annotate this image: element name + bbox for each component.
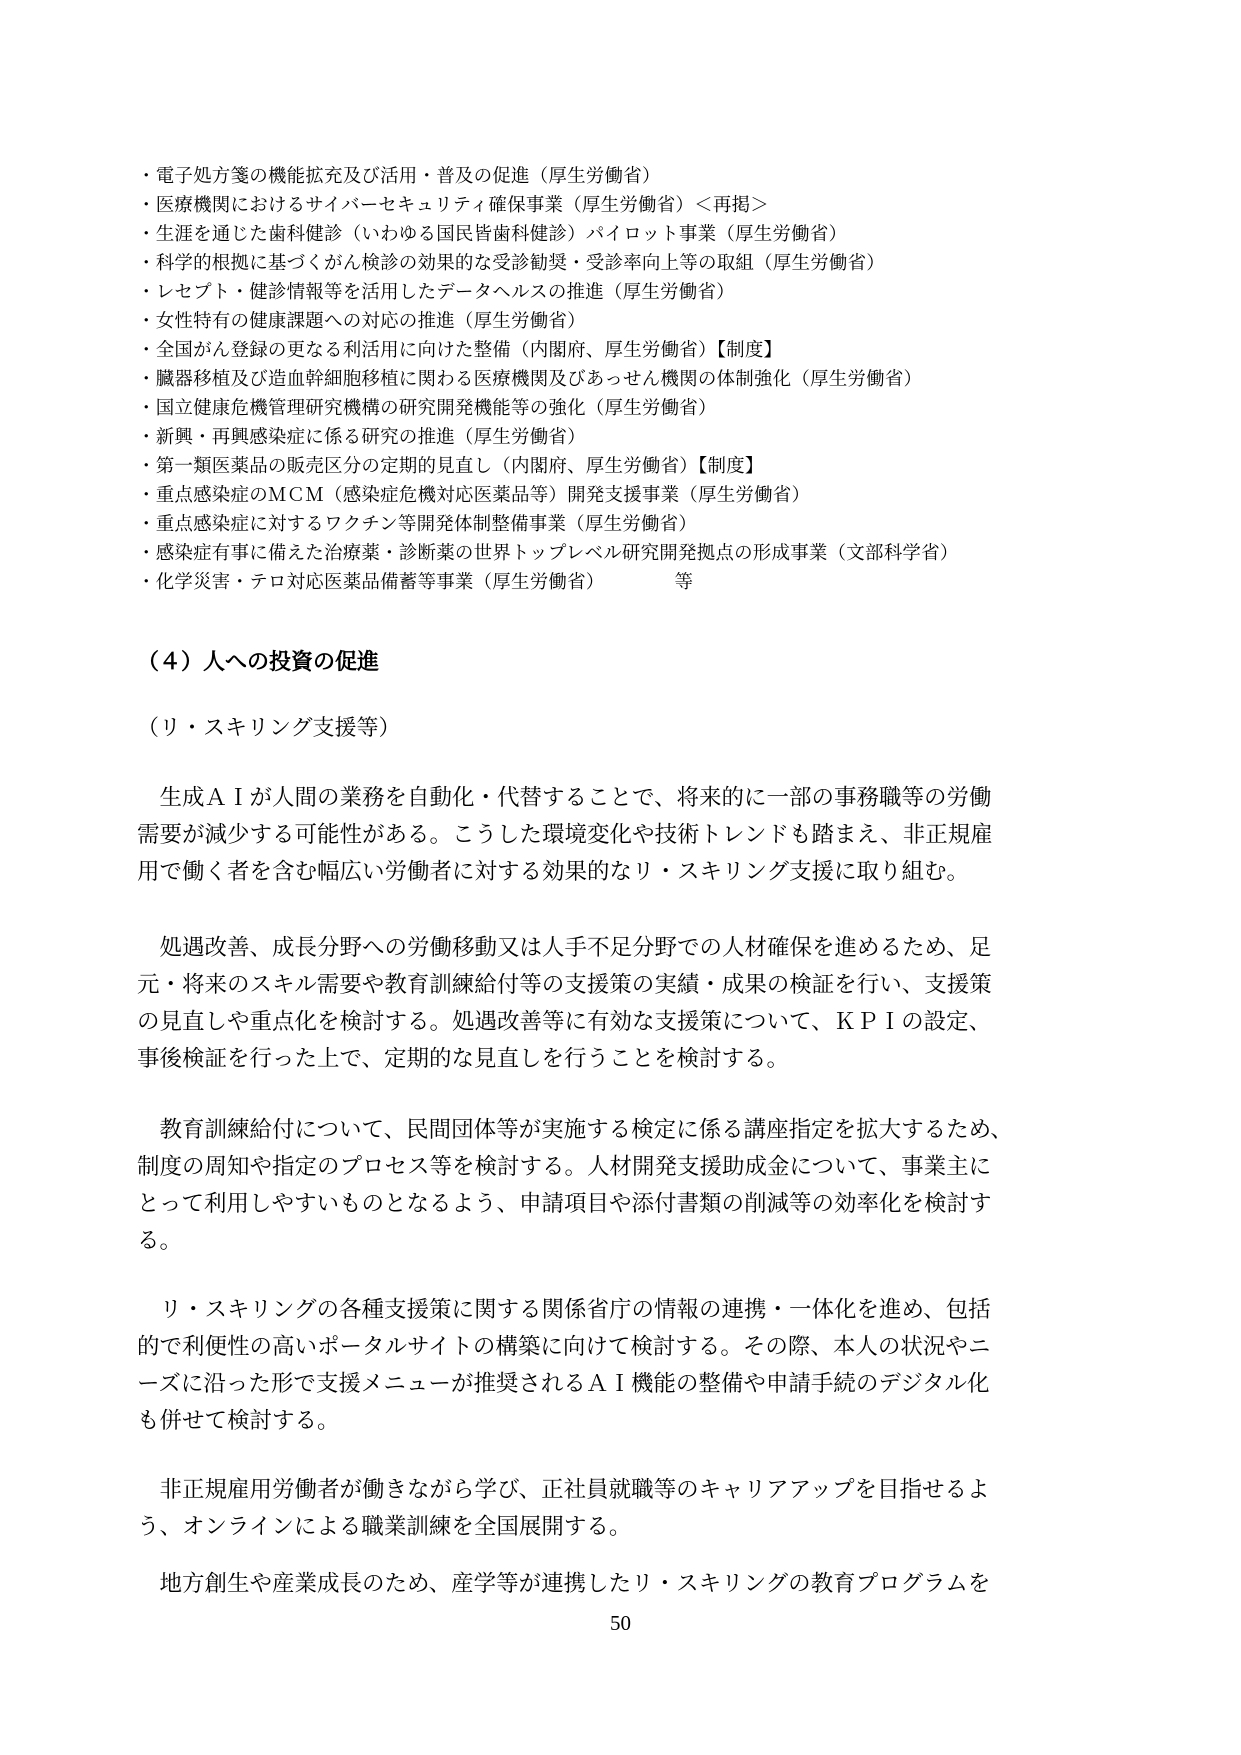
paragraph-line: 制度の周知や指定のプロセス等を検討する。人材開発支援助成金について、事業主に — [137, 1154, 992, 1180]
subsection-heading: （リ・スキリング支援等） — [137, 716, 401, 741]
paragraph-line: 生成ＡＩが人間の業務を自動化・代替することで、将来的に一部の事務職等の労働 — [137, 785, 992, 811]
bullet-item: ・重点感染症に対するワクチン等開発体制整備事業（厚生労働省） — [137, 514, 698, 535]
paragraph-line: ーズに沿った形で支援メニューが推奨されるＡＩ機能の整備や申請手続のデジタル化 — [137, 1371, 990, 1397]
bullet-item: ・女性特有の健康課題への対応の推進（厚生労働省） — [137, 311, 586, 332]
paragraph-line: 元・将来のスキル需要や教育訓練給付等の支援策の実績・成果の検証を行い、支援策 — [137, 972, 992, 998]
paragraph-line: 非正規雇用労働者が働きながら学び、正社員就職等のキャリアアップを目指せるよ — [137, 1477, 990, 1503]
body-paragraph — [137, 1292, 1112, 1440]
page-number: 50 — [610, 1611, 631, 1635]
bullet-item: ・医療機関におけるサイバーセキュリティ確保事業（厚生労働省）＜再掲＞ — [137, 195, 769, 216]
paragraph-line: 的で利便性の高いポータルサイトの構築に向けて検討する。その際、本人の状況やニ — [137, 1334, 991, 1360]
paragraph-line: 用で働く者を含む幅広い労働者に対する効果的なリ・スキリング支援に取り組む。 — [137, 859, 970, 885]
paragraph-line: 需要が減少する可能性がある。こうした環境変化や技術トレンドも踏まえ、非正規雇 — [137, 822, 993, 848]
paragraph-line: リ・スキリングの各種支援策に関する関係省庁の情報の連携・一体化を進め、包括 — [137, 1297, 991, 1323]
bullet-item: ・感染症有事に備えた治療薬・診断薬の世界トップレベル研究開発拠点の形成事業（文部科学省） — [137, 543, 959, 564]
body-paragraph — [137, 930, 1112, 1078]
body-paragraph — [137, 1472, 1112, 1546]
body-paragraph — [137, 780, 1112, 891]
bullet-item: ・臓器移植及び造血幹細胞移植に関わる医療機関及びあっせん機関の体制強化（厚生労働省） — [137, 369, 923, 390]
paragraph-line: 地方創生や産業成長のため、産学等が連携したリ・スキリングの教育プログラムを — [137, 1571, 991, 1597]
paragraph-line: も併せて検討する。 — [137, 1408, 340, 1434]
body-paragraph — [137, 1566, 1112, 1603]
bullet-item: ・レセプト・健診情報等を活用したデータヘルスの推進（厚生労働省） — [137, 282, 735, 303]
bullet-item-last — [137, 568, 1117, 597]
body-paragraph — [137, 1112, 1112, 1260]
bullet-item: ・新興・再興感染症に係る研究の推進（厚生労働省） — [137, 427, 586, 448]
bullet-item-text: ・化学災害・テロ対応医薬品備蓄等事業（厚生労働省） — [137, 572, 605, 593]
section-heading: （４）人への投資の促進 — [137, 650, 380, 675]
bullet-item: ・重点感染症のＭＣＭ（感染症危機対応医薬品等）開発支援事業（厚生労働省） — [137, 485, 811, 506]
bullet-item: ・第一類医薬品の販売区分の定期的見直し（内閣府、厚生労働省）【制度】 — [137, 456, 764, 477]
paragraph-line: とって利用しやすいものとなるよう、申請項目や添付書類の削減等の効率化を検討す — [137, 1191, 992, 1217]
paragraph-line: 処遇改善、成長分野への労働移動又は人手不足分野での人材確保を進めるため、足 — [137, 935, 992, 961]
bullet-item: ・生涯を通じた歯科健診（いわゆる国民皆歯科健診）パイロット事業（厚生労働省） — [137, 224, 848, 245]
measures-bullet-list — [137, 162, 1117, 597]
bullet-list-suffix: 等 — [674, 572, 694, 593]
paragraph-line: 事後検証を行った上で、定期的な見直しを行うことを検討する。 — [137, 1046, 790, 1072]
bullet-item: ・電子処方箋の機能拡充及び活用・普及の促進（厚生労働省） — [137, 166, 661, 187]
paragraph-line: う、オンラインによる職業訓練を全国展開する。 — [137, 1514, 632, 1540]
bullet-item: ・全国がん登録の更なる利活用に向けた整備（内閣府、厚生労働省）【制度】 — [137, 340, 783, 361]
bullet-item: ・国立健康危機管理研究機構の研究開発機能等の強化（厚生労働省） — [137, 398, 717, 419]
paragraph-line: 教育訓練給付について、民間団体等が実施する検定に係る講座指定を拡大するため、 — [137, 1117, 1013, 1143]
bullet-item: ・科学的根拠に基づくがん検診の効果的な受診勧奨・受診率向上等の取組（厚生労働省） — [137, 253, 886, 274]
paragraph-line: の見直しや重点化を検討する。処遇改善等に有効な支援策について、ＫＰＩの設定、 — [137, 1009, 992, 1035]
paragraph-line: る。 — [137, 1228, 183, 1254]
